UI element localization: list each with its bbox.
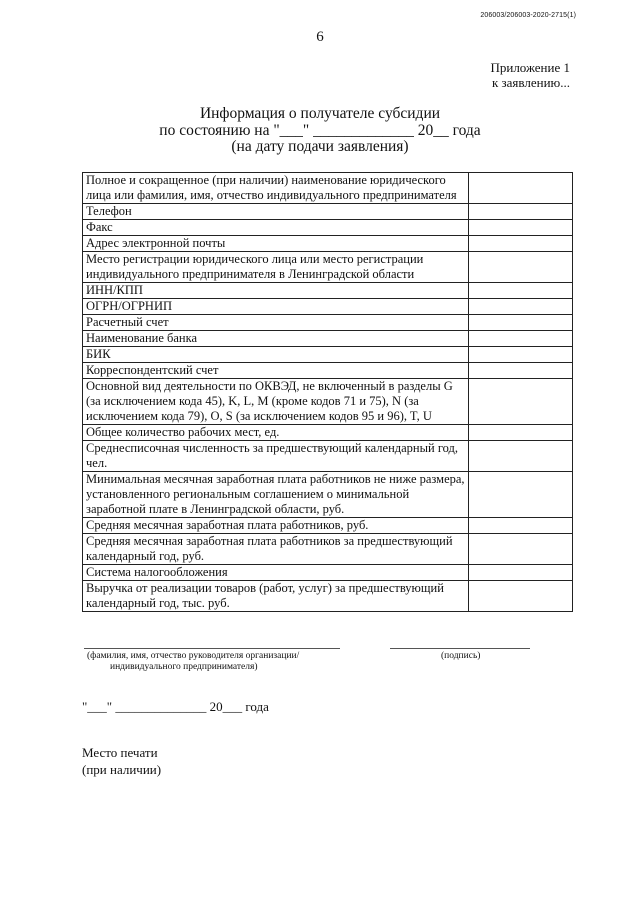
row-value-cell[interactable] — [468, 379, 572, 425]
row-label: Факс — [83, 220, 469, 236]
document-title — [0, 106, 640, 156]
row-value-cell[interactable] — [468, 472, 572, 518]
row-label: Место регистрации юридического лица или место регистрации индивидуального предпринимателя в Ленинградской области — [83, 252, 469, 283]
row-label: БИК — [83, 347, 469, 363]
row-label: Выручка от реализации товаров (работ, услуг) за предшествующий календарный год, тыс. руб. — [83, 581, 469, 612]
row-label: Общее количество рабочих мест, ед. — [83, 425, 469, 441]
table-row — [83, 220, 573, 236]
signature-line — [390, 648, 530, 649]
table-row — [83, 581, 573, 612]
stamp-note — [82, 744, 161, 778]
table-row — [83, 299, 573, 315]
row-value-cell[interactable] — [468, 173, 572, 204]
table-row — [83, 472, 573, 518]
row-label: ИНН/КПП — [83, 283, 469, 299]
appendix-note — [490, 60, 570, 90]
stamp-line-2: (при наличии) — [82, 762, 162, 777]
document-id: 206003/206003-2020-2715(1) — [480, 12, 576, 19]
row-label: Система налогообложения — [83, 565, 469, 581]
row-value-cell[interactable] — [468, 283, 572, 299]
table-row — [83, 379, 573, 425]
row-label: Корреспондентский счет — [83, 363, 469, 379]
row-value-cell[interactable] — [468, 425, 572, 441]
row-value-cell[interactable] — [468, 331, 572, 347]
table-row — [83, 236, 573, 252]
table-row — [83, 565, 573, 581]
table-row — [83, 518, 573, 534]
row-value-cell[interactable] — [468, 236, 572, 252]
name-caption-line-2: индивидуального предпринимателя) — [110, 662, 258, 672]
date-line: "___" ______________ 20___ года — [82, 699, 269, 714]
table-row — [83, 347, 573, 363]
table-row — [83, 283, 573, 299]
row-label: Основной вид деятельности по ОКВЭД, не включенный в разделы G (за исключением кода 45), K, L, M (кроме кодов 71 и 75), N (за исключением кода 79), O, S (за исключением кодов 95 и 96), T, U — [83, 379, 469, 425]
row-value-cell[interactable] — [468, 534, 572, 565]
row-label: Средняя месячная заработная плата работников за предшествующий календарный год, руб. — [83, 534, 469, 565]
row-value-cell[interactable] — [468, 518, 572, 534]
table-row — [83, 331, 573, 347]
table-row — [83, 441, 573, 472]
row-label: Среднесписочная численность за предшествующий календарный год, чел. — [83, 441, 469, 472]
title-line-1: Информация о получателе субсидии — [199, 105, 441, 122]
row-value-cell[interactable] — [468, 565, 572, 581]
table-row — [83, 363, 573, 379]
table-row — [83, 315, 573, 331]
name-signature-line — [84, 648, 340, 649]
row-value-cell[interactable] — [468, 204, 572, 220]
name-caption-line-1: (фамилия, имя, отчество руководителя организации/ — [87, 651, 300, 661]
row-label: Средняя месячная заработная плата работников, руб. — [83, 518, 469, 534]
row-value-cell[interactable] — [468, 363, 572, 379]
recipient-info-table — [82, 172, 573, 612]
row-label: Наименование банка — [83, 331, 469, 347]
row-label: Расчетный счет — [83, 315, 469, 331]
appendix-line-1: Приложение 1 — [490, 60, 570, 75]
appendix-line-2: к заявлению... — [491, 75, 570, 90]
row-label: Телефон — [83, 204, 469, 220]
stamp-line-1: Место печати — [82, 745, 158, 760]
row-label: ОГРН/ОГРНИП — [83, 299, 469, 315]
row-value-cell[interactable] — [468, 315, 572, 331]
table-row — [83, 204, 573, 220]
table-row — [83, 173, 573, 204]
table-row — [83, 252, 573, 283]
row-value-cell[interactable] — [468, 581, 572, 612]
row-value-cell[interactable] — [468, 299, 572, 315]
table-row — [83, 425, 573, 441]
title-line-3: (на дату подачи заявления) — [231, 138, 409, 155]
table-row — [83, 534, 573, 565]
row-label: Адрес электронной почты — [83, 236, 469, 252]
row-label: Минимальная месячная заработная плата работников не ниже размера, установленного региональным соглашением о минимальной заработной плате в Ленинградской области, руб. — [83, 472, 469, 518]
row-value-cell[interactable] — [468, 347, 572, 363]
row-value-cell[interactable] — [468, 220, 572, 236]
signature-caption: (подпись) — [441, 651, 481, 661]
title-line-2: по состоянию на "___" _____________ 20__ года — [159, 121, 481, 139]
page-number: 6 — [316, 29, 324, 45]
row-value-cell[interactable] — [468, 252, 572, 283]
row-label: Полное и сокращенное (при наличии) наименование юридического лица или фамилия, имя, отчество индивидуального предпринимателя — [83, 173, 469, 204]
row-value-cell[interactable] — [468, 441, 572, 472]
info-table-body — [83, 173, 573, 612]
